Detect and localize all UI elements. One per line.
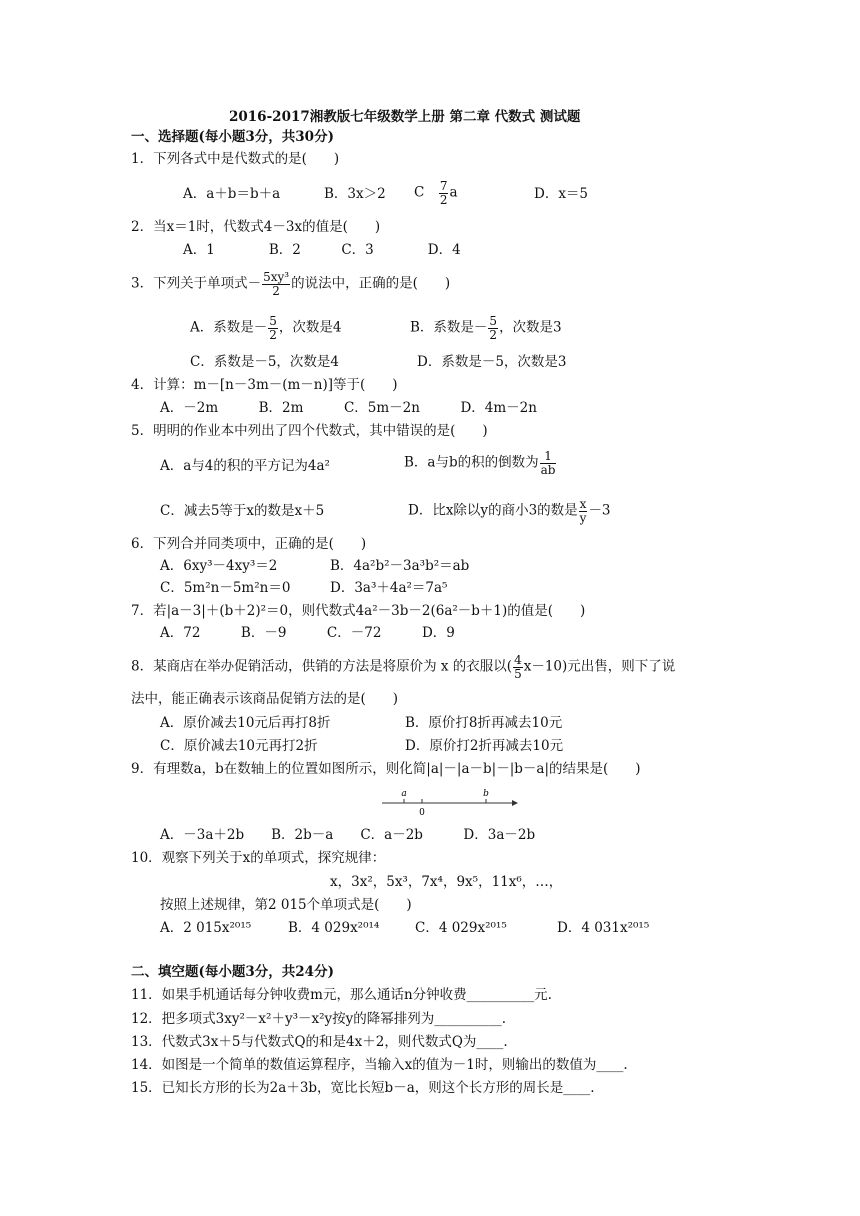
q1-option-b: B．3x＞2 xyxy=(324,186,386,202)
q6-option-a: A．6xy³－4xy³＝2 xyxy=(160,558,278,574)
fraction-numerator: 5 xyxy=(269,314,277,328)
q4-stem: 4．计算：m－[n－3m－(m－n)]等于( ) xyxy=(131,377,398,393)
fraction-denominator: 2 xyxy=(439,192,448,207)
q3-option-c: C．系数是－5，次数是4 xyxy=(190,354,340,370)
q10-sequence: x，3x²，5x³，7x⁴，9x⁵，11x⁶，…， xyxy=(330,874,563,890)
fraction-denominator: y xyxy=(579,510,587,525)
q5-stem: 5．明明的作业本中列出了四个代数式，其中错误的是( ) xyxy=(131,423,488,439)
fraction-numerator: 5xy³ xyxy=(263,270,290,284)
q5-option-c: C．减去5等于x的数是x＋5 xyxy=(160,503,325,519)
fraction-numerator: x xyxy=(579,497,587,511)
fraction-numerator: 4 xyxy=(514,653,522,667)
q1-stem: 1．下列各式中是代数式的是( ) xyxy=(131,151,340,167)
q8-option-c: C．原价减去10元再打2折 xyxy=(160,738,318,754)
q6-option-b: B．4a²b²－3a³b²＝ab xyxy=(330,558,470,574)
q5-option-a: A．a与4的积的平方记为4a² xyxy=(160,458,330,474)
q6-option-d: D．3a³＋4a²＝7a⁵ xyxy=(330,580,448,596)
fraction xyxy=(268,315,278,341)
q9-options: A．－3a＋2b B．2b－a C．a－2b D．3a－2b xyxy=(160,827,536,843)
q5-option-b-prefix: B．a与b的积的倒数为 xyxy=(404,454,539,471)
q3-option-a xyxy=(190,315,341,341)
fraction xyxy=(488,315,498,341)
q6-option-c: C．5m²n－5m²n＝0 xyxy=(160,580,291,596)
fraction xyxy=(262,271,290,297)
q2-stem: 2．当x＝1时，代数式4－3x的值是( ) xyxy=(131,219,381,235)
fraction-denominator: ab xyxy=(540,462,556,477)
q8-option-d: D．原价打2折再减去10元 xyxy=(405,738,564,754)
q3-option-b xyxy=(410,315,562,341)
fraction-denominator: 2 xyxy=(489,327,498,342)
q6-stem: 6．下列合并同类项中，正确的是( ) xyxy=(131,536,367,552)
q11: 11．如果手机通话每分钟收费m元，那么通话n分钟收费__________元. xyxy=(131,987,552,1003)
fraction xyxy=(579,498,588,524)
fraction xyxy=(513,654,523,680)
fraction-denominator: 2 xyxy=(272,283,280,298)
q8-stem-line2: 法中，能正确表示该商品促销方法的是( ) xyxy=(131,691,399,707)
q3-stem-suffix: 的说法中，正确的是( ) xyxy=(291,275,451,292)
q13: 13．代数式3x＋5与代数式Q的和是4x＋2，则代数式Q为____. xyxy=(131,1034,508,1050)
q3-stem-prefix: 3．下列关于单项式－ xyxy=(131,275,262,292)
q10-question: 按照上述规律，第2 015个单项式是( ) xyxy=(160,897,412,913)
q4-options: A．－2m B．2m C．5m－2n D．4m－2n xyxy=(160,400,537,416)
q2-options: A．1 B．2 C．3 D．4 xyxy=(183,242,461,258)
q7-options: A．72 B．－9 C．－72 D．9 xyxy=(160,625,455,641)
q8-stem xyxy=(131,654,675,680)
q5-option-d-suffix: －3 xyxy=(588,502,611,519)
q10-option-b: B．4 029x²⁰¹⁴ xyxy=(288,920,380,936)
label-b: b xyxy=(483,789,489,799)
fraction-numerator: 7 xyxy=(439,179,448,193)
q3-option-a-suffix: ，次数是4 xyxy=(278,319,342,336)
fraction-numerator: 1 xyxy=(540,450,557,464)
fraction xyxy=(439,180,449,206)
q14: 14．如图是一个简单的数值运算程序，当输入x的值为－1时，则输出的数值为____. xyxy=(131,1057,628,1073)
q8-stem-suffix: x－10)元出售，则下了说 xyxy=(523,658,676,675)
q3-option-a-prefix: A．系数是－ xyxy=(190,319,268,336)
q1-option-a: A．a＋b＝b＋a xyxy=(183,186,281,202)
q3-option-b-prefix: B．系数是－ xyxy=(410,319,488,336)
fraction-denominator: 5 xyxy=(514,666,522,681)
section-heading-choice: 一、选择题(每小题3分，共30分) xyxy=(131,129,334,145)
q10-stem: 10．观察下列关于x的单项式，探究规律： xyxy=(131,850,386,866)
q5-option-d xyxy=(408,498,611,524)
q15: 15．已知长方形的长为2a＋3b，宽比长短b－a，则这个长方形的周长是____. xyxy=(131,1080,595,1096)
q10-option-a: A．2 015x²⁰¹⁵ xyxy=(160,920,252,936)
q3-option-d: D．系数是－5，次数是3 xyxy=(417,354,567,370)
fraction-numerator: 5 xyxy=(489,314,498,328)
q5-option-d-prefix: D．比x除以y的商小3的数是 xyxy=(408,502,578,519)
q3-option-b-suffix: ，次数是3 xyxy=(499,319,562,336)
page-title: 2016-2017湘教版七年级数学上册 第二章 代数式 测试题 xyxy=(229,109,581,125)
q1-option-c-var: a xyxy=(449,184,458,201)
q1-option-c-label: C xyxy=(414,184,438,201)
arrow-right-icon xyxy=(512,800,518,806)
q12: 12．把多项式3xy²－x²＋y³－x²y按y的降幂排列为__________. xyxy=(131,1011,507,1027)
q3-stem xyxy=(131,271,450,297)
q5-option-b xyxy=(404,450,557,476)
q10-option-d: D．4 031x²⁰¹⁵ xyxy=(557,920,650,936)
label-a: a xyxy=(401,789,407,799)
section-heading-fill: 二、填空题(每小题3分，共24分) xyxy=(131,964,334,980)
q8-stem-prefix: 8．某商店在举办促销活动，供销的方法是将原价为 x 的衣服以( xyxy=(131,658,513,675)
q10-option-c: C．4 029x²⁰¹⁵ xyxy=(415,920,507,936)
q1-option-d: D．x＝5 xyxy=(534,186,589,202)
q8-option-b: B．原价打8折再减去10元 xyxy=(405,715,563,731)
q7-stem: 7．若|a－3|＋(b＋2)²＝0，则代数式4a²－3b－2(6a²－b＋1)的值是( ) xyxy=(131,603,586,619)
fraction xyxy=(540,450,557,476)
q8-option-a: A．原价减去10元后再打8折 xyxy=(160,715,331,731)
number-line-figure xyxy=(380,786,520,818)
q1-option-c xyxy=(414,180,458,206)
fraction-denominator: 2 xyxy=(269,327,277,342)
label-zero: 0 xyxy=(419,808,425,818)
q9-stem: 9．有理数a，b在数轴上的位置如图所示，则化简|a|－|a－b|－|b－a|的结果是( ) xyxy=(131,761,641,777)
